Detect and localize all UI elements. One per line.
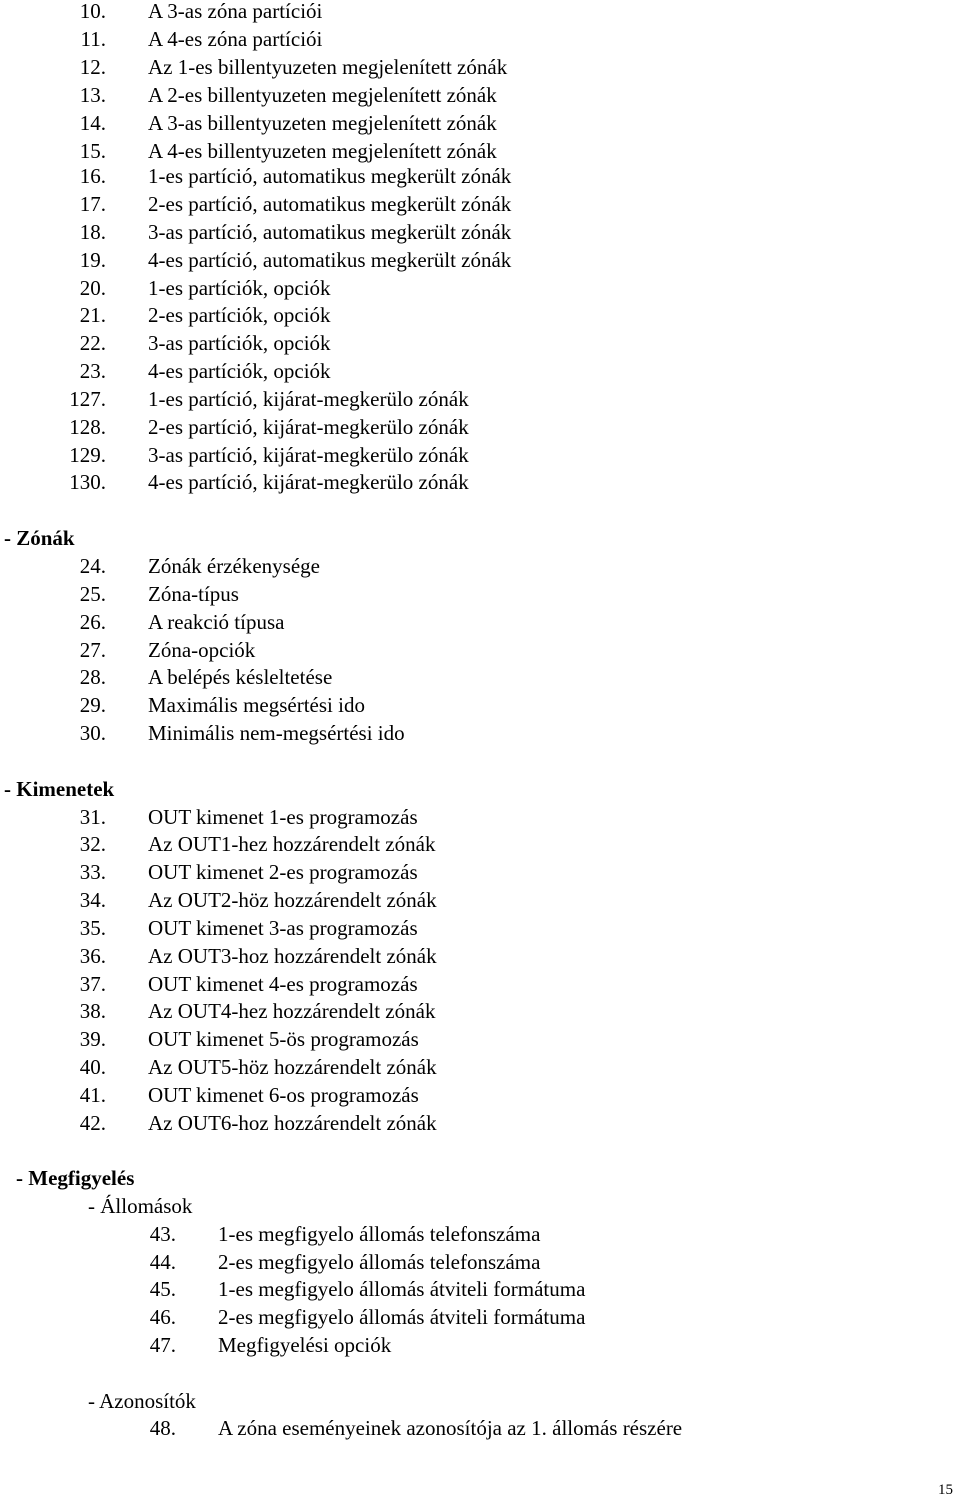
item-text: 3-as partíció, automatikus megkerült zónák [148,220,512,244]
item-number: 45. [149,1277,176,1301]
item-text: Az OUT6-hoz hozzárendelt zónák [148,1111,437,1135]
list-item [36,246,636,274]
list-item [36,137,636,165]
item-text: Zónák érzékenysége [148,554,320,578]
subsection-heading: - Azonosítók [88,1389,196,1413]
item-number: 28. [79,665,106,689]
item-text: 4-es partíció, kijárat-megkerülo zónák [148,470,469,494]
item-text: OUT kimenet 3-as programozás [148,916,418,940]
item-number: 27. [79,638,106,662]
item-number: 128. [69,415,106,439]
list-item [36,218,636,246]
item-number: 44. [149,1250,176,1274]
item-text: 3-as partíció, kijárat-megkerülo zónák [148,443,469,467]
item-number: 36. [79,944,106,968]
item-number: 129. [69,443,106,467]
item-text: Zóna-típus [148,582,239,606]
list-item [36,886,636,914]
item-number: 127. [69,387,106,411]
list-item [36,830,636,858]
item-text: A reakció típusa [148,610,285,634]
item-text: 1-es partíciók, opciók [148,276,331,300]
list-item [36,970,636,998]
item-text: 2-es megfigyelo állomás átviteli formátuma [218,1305,586,1329]
item-text: Zóna-opciók [148,638,256,662]
section-heading: - Zónák [4,526,75,550]
list-item [36,608,636,636]
item-number: 15. [79,139,106,163]
item-text: A 3-as zóna partíciói [148,0,323,23]
item-number: 31. [79,805,106,829]
item-number: 48. [149,1416,176,1440]
list-item [36,274,636,302]
list-item [36,329,636,357]
item-number: 22. [79,331,106,355]
list-item [36,803,636,831]
item-text: 1-es megfigyelo állomás átviteli formátuma [218,1277,586,1301]
list-item [36,190,636,218]
list-item [36,580,636,608]
item-text: OUT kimenet 1-es programozás [148,805,418,829]
item-number: 26. [79,610,106,634]
item-number: 14. [79,111,106,135]
list-item [36,53,636,81]
list-item [36,109,636,137]
item-number: 21. [79,303,106,327]
item-number: 10. [79,0,106,23]
item-number: 24. [79,554,106,578]
item-text: Az OUT3-hoz hozzárendelt zónák [148,944,437,968]
list-item [36,997,636,1025]
section-heading: - Kimenetek [4,777,115,801]
list-item [36,25,636,53]
item-text: Az OUT2-höz hozzárendelt zónák [148,888,437,912]
list-item [36,1025,636,1053]
item-number: 39. [79,1027,106,1051]
item-number: 25. [79,582,106,606]
list-item [36,858,636,886]
list-item [106,1220,706,1248]
list-item [36,1081,636,1109]
list-item [106,1275,706,1303]
list-item [36,942,636,970]
item-text: 1-es partíció, automatikus megkerült zónák [148,164,512,188]
item-text: 2-es megfigyelo állomás telefonszáma [218,1250,541,1274]
list-item [106,1414,806,1442]
item-number: 23. [79,359,106,383]
item-number: 38. [79,999,106,1023]
list-item [36,1053,636,1081]
list-item [36,441,636,469]
item-text: Az 1-es billentyuzeten megjelenített zónák [148,55,508,79]
list-item [36,385,636,413]
item-text: 2-es partíció, automatikus megkerült zónák [148,192,512,216]
item-text: OUT kimenet 4-es programozás [148,972,418,996]
item-text: OUT kimenet 6-os programozás [148,1083,419,1107]
item-number: 43. [149,1222,176,1246]
item-number: 35. [79,916,106,940]
item-text: A 3-as billentyuzeten megjelenített zónák [148,111,497,135]
item-text: Az OUT4-hez hozzárendelt zónák [148,999,436,1023]
item-number: 17. [79,192,106,216]
list-item [36,357,636,385]
list-item [36,1109,636,1137]
item-number: 42. [79,1111,106,1135]
item-text: 4-es partíciók, opciók [148,359,331,383]
item-text: 1-es partíció, kijárat-megkerülo zónák [148,387,469,411]
list-item [36,719,636,747]
list-item [36,914,636,942]
list-item [36,162,636,190]
list-item [36,81,636,109]
subsection-heading: - Állomások [88,1194,193,1218]
item-number: 30. [79,721,106,745]
item-number: 20. [79,276,106,300]
item-number: 16. [79,164,106,188]
item-text: 2-es partíció, kijárat-megkerülo zónák [148,415,469,439]
item-text: 1-es megfigyelo állomás telefonszáma [218,1222,541,1246]
list-item [36,552,636,580]
item-text: 2-es partíciók, opciók [148,303,331,327]
item-number: 12. [79,55,106,79]
item-text: 4-es partíció, automatikus megkerült zónák [148,248,512,272]
item-text: OUT kimenet 5-ös programozás [148,1027,419,1051]
item-number: 11. [80,27,106,51]
list-item [36,0,636,25]
item-number: 46. [149,1305,176,1329]
page-number: 15 [938,1482,953,1498]
item-text: Az OUT1-hez hozzárendelt zónák [148,832,436,856]
item-text: Maximális megsértési ido [148,693,365,717]
list-item [106,1303,706,1331]
item-text: A zóna eseményeinek azonosítója az 1. állomás részére [218,1416,683,1440]
list-item [36,468,636,496]
item-number: 18. [79,220,106,244]
item-number: 41. [79,1083,106,1107]
item-text: 3-as partíciók, opciók [148,331,331,355]
list-item [36,301,636,329]
item-number: 37. [79,972,106,996]
list-item [36,691,636,719]
item-text: Az OUT5-höz hozzárendelt zónák [148,1055,437,1079]
item-number: 32. [79,832,106,856]
item-text: OUT kimenet 2-es programozás [148,860,418,884]
item-number: 19. [79,248,106,272]
item-number: 40. [79,1055,106,1079]
item-text: A 4-es billentyuzeten megjelenített zónák [148,139,497,163]
item-text: A belépés késleltetése [148,665,333,689]
item-number: 13. [79,83,106,107]
item-text: Minimális nem-megsértési ido [148,721,405,745]
item-text: A 2-es billentyuzeten megjelenített zónák [148,83,497,107]
item-number: 34. [79,888,106,912]
list-item [36,663,636,691]
section-heading: - Megfigyelés [16,1166,135,1190]
item-number: 130. [69,470,106,494]
item-number: 47. [149,1333,176,1357]
list-item [36,636,636,664]
item-text: A 4-es zóna partíciói [148,27,323,51]
list-item [36,413,636,441]
item-number: 33. [79,860,106,884]
list-item [106,1248,706,1276]
list-item [106,1331,706,1359]
item-number: 29. [79,693,106,717]
item-text: Megfigyelési opciók [218,1333,392,1357]
